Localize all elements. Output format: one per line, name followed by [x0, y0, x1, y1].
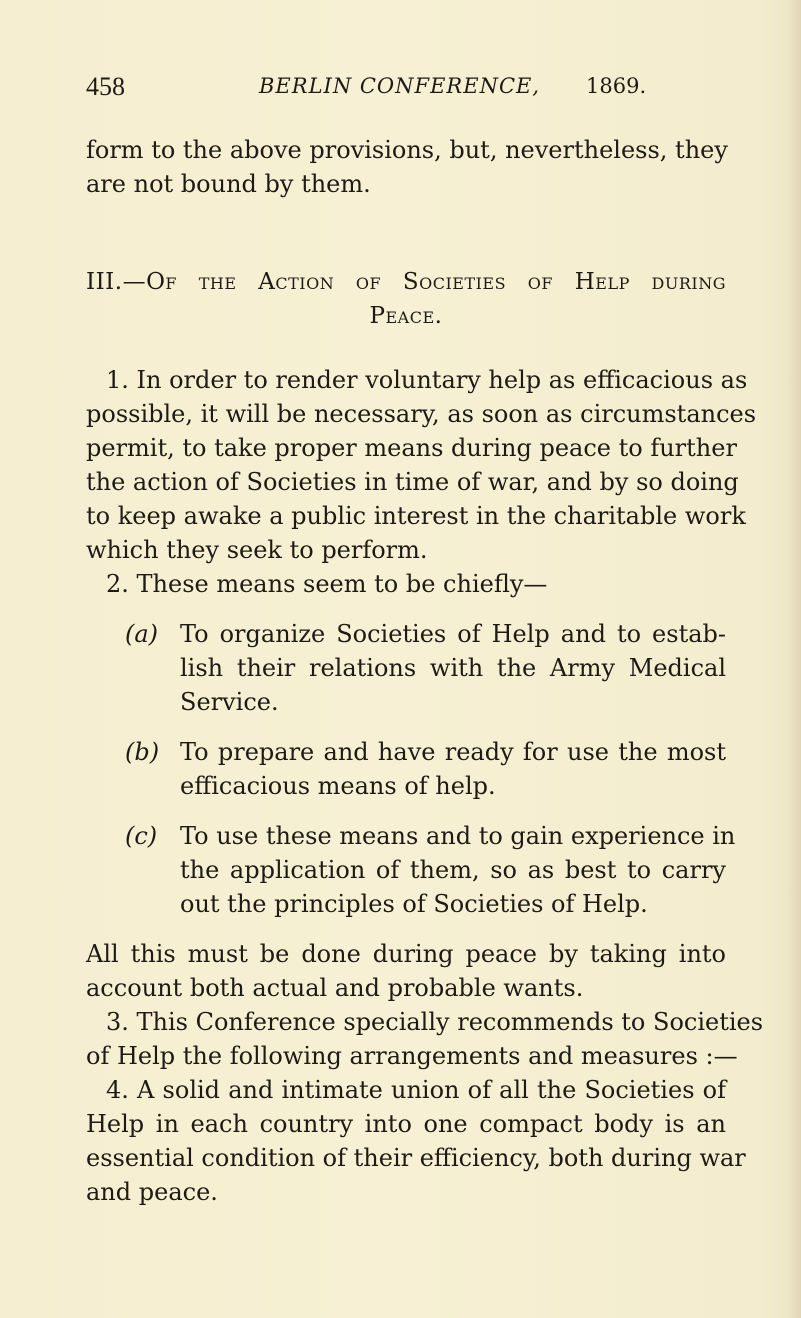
paragraph-line: 4. A solid and intimate union of all the Societies of: [106, 1076, 726, 1104]
running-header: [86, 68, 726, 108]
item-line: the application of them, so as best to carry: [180, 856, 726, 884]
item-line: efficacious means of help.: [180, 772, 496, 800]
page-edge-shadow: [787, 0, 801, 1318]
running-title: BERLIN CONFERENCE,: [259, 74, 541, 98]
item-line: To organize Societies of Help and to estab-: [180, 620, 726, 648]
summary-line: All this must be done during peace by taking into: [86, 940, 726, 968]
paragraph-line: essential condition of their efficiency, both during war: [86, 1144, 746, 1172]
summary-line: account both actual and probable wants.: [86, 974, 584, 1002]
paragraph-line: which they seek to perform.: [86, 536, 428, 564]
header-year: 1869.: [586, 74, 647, 98]
item-label: (a): [125, 620, 159, 648]
item-line: Service.: [180, 688, 279, 716]
item-label: (b): [125, 738, 160, 766]
item-line: lish their relations with the Army Medical: [180, 654, 726, 682]
item-label: (c): [125, 822, 158, 850]
paragraph-line: 2. These means seem to be chiefly—: [106, 570, 548, 598]
paragraph-line: the action of Societies in time of war, and by so doing: [86, 468, 739, 496]
section-heading-cont: Peace.: [369, 303, 443, 329]
text-line: form to the above provisions, but, nevertheless, they: [86, 136, 728, 164]
text-line: are not bound by them.: [86, 170, 371, 198]
paragraph-line: to keep awake a public interest in the charitable work: [86, 502, 746, 530]
paragraph-line: possible, it will be necessary, as soon as circumstances: [86, 400, 757, 428]
paragraph-line: permit, to take proper means during peace to further: [86, 434, 737, 462]
item-line: out the principles of Societies of Help.: [180, 890, 648, 918]
item-line: To use these means and to gain experience in: [180, 822, 736, 850]
page-number: 458: [86, 72, 125, 101]
paragraph-line: of Help the following arrangements and measures :—: [86, 1042, 738, 1070]
item-line: To prepare and have ready for use the most: [180, 738, 726, 766]
paragraph-line: 1. In order to render voluntary help as efficacious as: [106, 366, 748, 394]
paragraph-line: 3. This Conference specially recommends to Societies: [106, 1008, 764, 1036]
paragraph-line: Help in each country into one compact body is an: [86, 1110, 726, 1138]
section-heading: III.—Of the Action of Societies of Help during: [86, 269, 726, 295]
paragraph-line: and peace.: [86, 1178, 218, 1206]
